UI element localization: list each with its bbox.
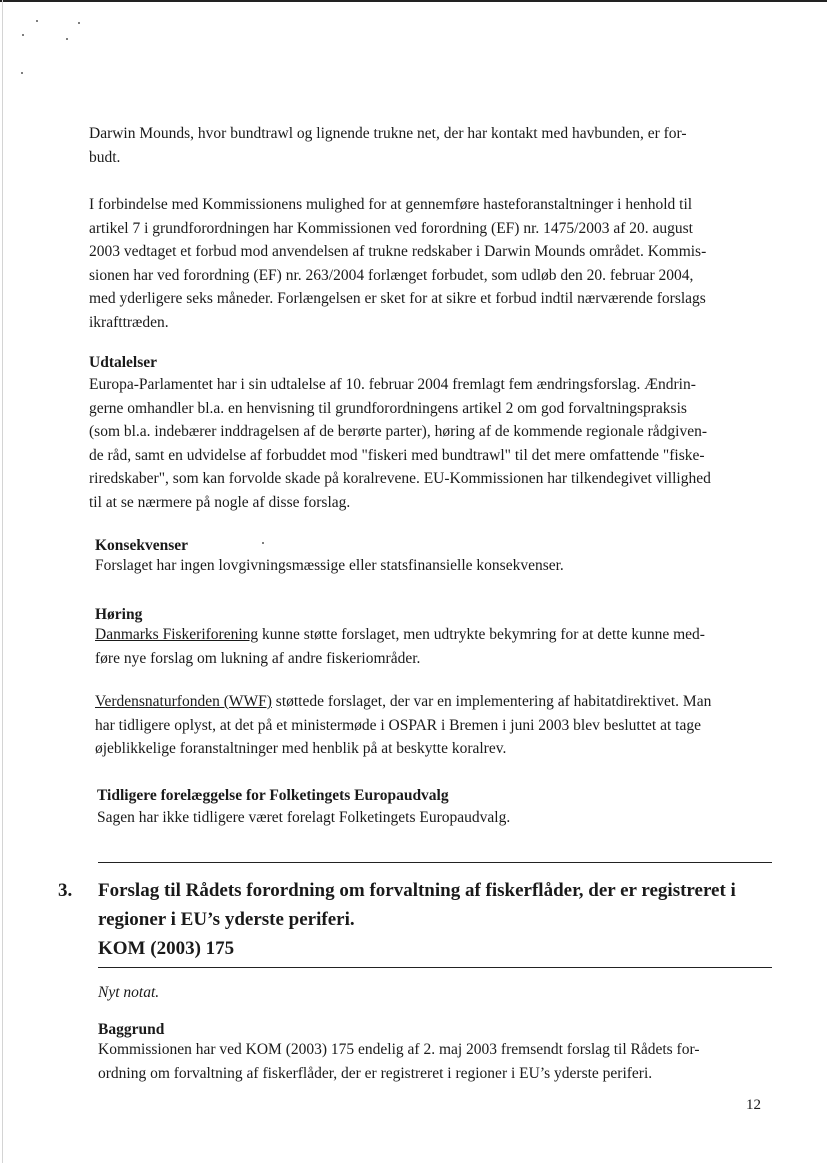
text-line: 2003 vedtaget et forbud mod anvendelsen af trukne redskaber i Darwin Mounds området. Kommis-: [89, 243, 707, 260]
text-line: Europa-Parlamentet har i sin udtalelse af 10. februar 2004 fremlagt fem ændringsforslag. Ændrin-: [89, 376, 696, 393]
section-title: [98, 876, 736, 963]
udtalelser-heading: Udtalelser: [89, 354, 158, 371]
organisation-name: Danmarks Fiskeriforening: [95, 626, 259, 643]
text-line: [95, 623, 705, 647]
tidligere-paragraph: [97, 806, 510, 830]
horing-paragraph-2: [95, 690, 711, 761]
scan-top-border: [0, 0, 827, 2]
text-line: I forbindelse med Kommissionens mulighed for at gennemføre hasteforanstaltninger i henhold til: [89, 196, 693, 213]
text-line: budt.: [89, 148, 121, 166]
scan-speck: [21, 72, 23, 74]
udtalelser-paragraph: [89, 373, 711, 514]
title-line: regioner i EU’s yderste periferi.: [98, 909, 355, 930]
page-number: 12: [746, 1097, 761, 1113]
text-line: sionen har ved forordning (EF) nr. 263/2004 forlænget forbudet, som udløb den 20. februar 2004,: [89, 266, 694, 284]
text-line: Darwin Mounds, hvor bundtrawl og lignende trukne net, der har kontakt med havbunden, er for-: [89, 125, 687, 142]
scan-speck: [78, 22, 80, 24]
text-line: ordning om forvaltning af fiskerflåder, der er registreret i regioner i EU’s yderste periferi.: [98, 1064, 653, 1082]
scan-speck: [262, 542, 264, 544]
text-line: de råd, samt en udvidelse af forbuddet mod "fiskeri med bundtrawl" til det mere omfattende "fiske-: [89, 446, 705, 464]
text-fragment: støttede forslaget, der var en implementering af habitatdirektivet. Man: [271, 693, 712, 710]
text-line: Kommissionen har ved KOM (2003) 175 endelig af 2. maj 2003 fremsendt forslag til Rådets for-: [98, 1041, 700, 1058]
scan-speck: [66, 38, 68, 40]
text-line: med yderligere seks måneder. Forlængelsen er sket for at sikre et forbud indtil nærværende forslags: [89, 290, 706, 307]
text-line: [95, 690, 711, 714]
scan-speck: [36, 20, 38, 22]
scan-speck: [22, 34, 24, 36]
baggrund-heading: Baggrund: [98, 1021, 165, 1038]
text-fragment: kunne støtte forslaget, men udtrykte bekymring for at dette kunne med-: [258, 626, 705, 643]
title-line: KOM (2003) 175: [98, 938, 235, 959]
text-line: (som bl.a. indebærer inddragelsen af de berørte parter), høring af de kommende regionale rådgiven-: [89, 423, 708, 440]
measures-paragraph: [89, 193, 706, 334]
text-line: øjeblikkelige foranstaltninger med henblik på at beskytte koralrev.: [95, 740, 507, 757]
horing-paragraph-1: [95, 623, 705, 670]
text-line: artikel 7 i grundforordningen har Kommissionen ved forordning (EF) nr. 1475/2003 af 20. august: [89, 219, 693, 237]
konsekvenser-paragraph: [95, 554, 564, 578]
scan-left-edge: [2, 0, 3, 1163]
tidligere-heading: Tidligere forelæggelse for Folketingets Europaudvalg: [97, 787, 449, 804]
section-top-rule: [98, 862, 772, 863]
notat-type: Nyt notat.: [98, 984, 160, 1001]
section-number: 3.: [58, 880, 73, 901]
title-line: Forslag til Rådets forordning om forvaltning af fiskerflåder, der er registreret i: [98, 880, 736, 901]
text-line: ikrafttræden.: [89, 313, 169, 331]
text-line: Sagen har ikke tidligere været forelagt Folketingets Europaudvalg.: [97, 809, 511, 826]
organisation-name: Verdensnaturfonden (WWF): [95, 693, 272, 710]
text-line: til at se nærmere på nogle af disse forslag.: [89, 493, 351, 511]
text-line: har tidligere oplyst, at det på et ministermøde i OSPAR i Bremen i juni 2003 blev besluttet at tage: [95, 716, 701, 734]
horing-heading: Høring: [95, 606, 143, 623]
baggrund-paragraph: [98, 1038, 699, 1085]
section-bottom-rule: [98, 967, 772, 968]
konsekvenser-heading: Konsekvenser: [95, 537, 188, 554]
text-line: Forslaget har ingen lovgivningsmæssige eller statsfinansielle konsekvenser.: [95, 557, 564, 574]
text-line: riredskaber", som kan forvolde skade på koralrevene. EU-Kommissionen har tilkendegivet villighed: [89, 470, 711, 487]
text-line: føre nye forslag om lukning af andre fiskeriområder.: [95, 649, 421, 667]
text-line: gerne omhandler bl.a. en henvisning til grundforordningens artikel 2 om god forvaltningspraksis: [89, 399, 687, 417]
intro-paragraph: [89, 122, 687, 169]
